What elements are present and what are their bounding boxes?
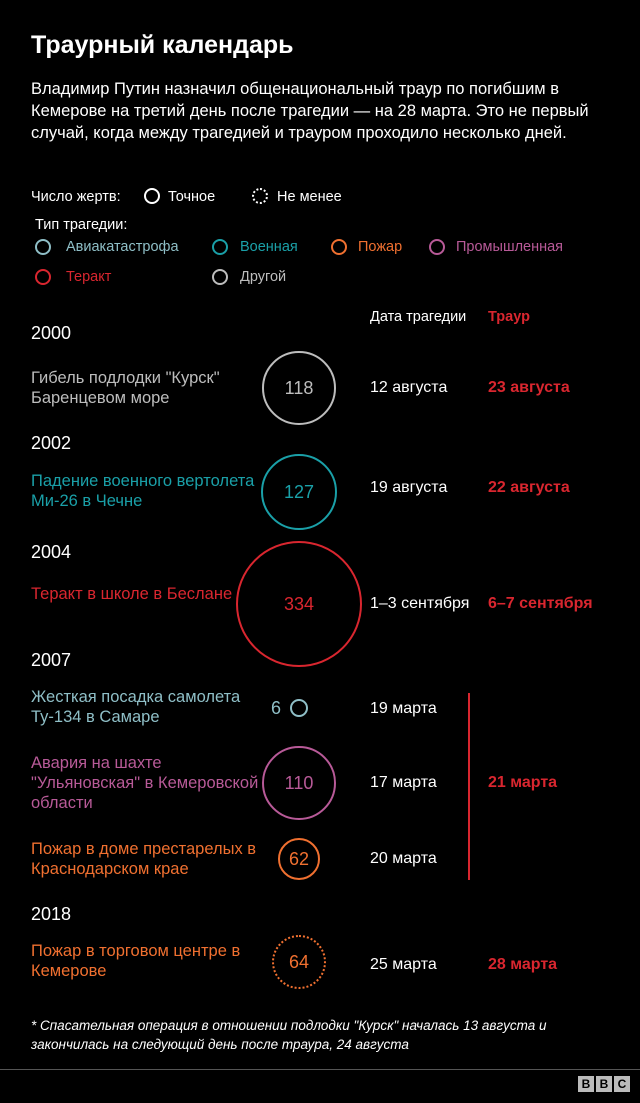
exact-count-circle-icon bbox=[144, 188, 160, 204]
victims-circle: 118 bbox=[262, 351, 336, 425]
bbc-logo-letter: B bbox=[596, 1076, 612, 1092]
legend-industrial: Промышленная bbox=[456, 239, 564, 255]
event-mourning: 28 марта bbox=[488, 956, 558, 973]
event-date: 17 марта bbox=[370, 774, 437, 791]
event-date: 1–3 сентября bbox=[370, 595, 470, 612]
victims-circle: 110 bbox=[262, 746, 336, 820]
legend-at-least: Не менее bbox=[277, 189, 342, 205]
legend-terror: Теракт bbox=[66, 269, 112, 285]
event-name: Теракт в школе в Беслане bbox=[31, 585, 233, 603]
legend-military: Военная bbox=[240, 239, 298, 255]
divider bbox=[0, 1069, 640, 1070]
aviation-circle-icon bbox=[35, 239, 51, 255]
event-name: Пожар в доме престарелых в Краснодарском крае bbox=[31, 840, 257, 878]
event-name: Авария на шахте "Ульяновская" в Кемеровской области bbox=[31, 754, 259, 812]
victims-circle bbox=[290, 699, 308, 717]
page-title: Траурный календарь bbox=[31, 31, 294, 59]
terror-circle-icon bbox=[35, 269, 51, 285]
event-mourning: 21 марта bbox=[488, 774, 558, 791]
at-least-circle-icon bbox=[252, 188, 268, 204]
event-name: Жесткая посадка самолета Ту-134 в Самаре bbox=[31, 688, 241, 726]
event-date: 25 марта bbox=[370, 956, 437, 973]
year-label: 2007 bbox=[31, 650, 72, 670]
legend-other: Другой bbox=[240, 269, 287, 285]
event-date: 20 марта bbox=[370, 850, 437, 867]
year-label: 2004 bbox=[31, 542, 72, 562]
event-date: 19 марта bbox=[370, 700, 437, 717]
event-date: 12 августа bbox=[370, 379, 448, 396]
victims-circle: 334 bbox=[236, 541, 362, 667]
legend-exact: Точное bbox=[168, 189, 216, 205]
fire-circle-icon bbox=[331, 239, 347, 255]
year-label: 2018 bbox=[31, 904, 72, 924]
event-name: Пожар в торговом центре в Кемерове bbox=[31, 942, 241, 980]
other-circle-icon bbox=[212, 269, 228, 285]
victims-count: 6 bbox=[271, 698, 282, 718]
bbc-logo-letter: B bbox=[578, 1076, 594, 1092]
legend-aviation: Авиакатастрофа bbox=[66, 239, 179, 255]
event-mourning: 22 августа bbox=[488, 479, 570, 496]
victims-circle: 127 bbox=[261, 454, 337, 530]
event-mourning: 6–7 сентября bbox=[488, 595, 593, 612]
event-mourning: 23 августа bbox=[488, 379, 570, 396]
column-date-header: Дата трагедии bbox=[370, 309, 467, 325]
year-label: 2002 bbox=[31, 433, 72, 453]
industrial-circle-icon bbox=[429, 239, 445, 255]
bbc-logo-letter: C bbox=[614, 1076, 630, 1092]
year-label: 2000 bbox=[31, 323, 72, 343]
footnote: * Спасательная операция в отношении подлодки "Курск" началась 13 августа и закончилась на следующий день после траура, 24 августа bbox=[31, 1018, 547, 1052]
column-mourning-header: Траур bbox=[488, 309, 530, 325]
mourning-bracket-line bbox=[468, 693, 470, 880]
bbc-logo bbox=[578, 1076, 630, 1092]
military-circle-icon bbox=[212, 239, 228, 255]
victims-circle: 64 bbox=[272, 935, 326, 989]
event-name: Падение военного вертолета Ми-26 в Чечне bbox=[31, 472, 255, 510]
legend-fire: Пожар bbox=[358, 239, 403, 255]
legend-victims-label: Число жертв: bbox=[31, 189, 121, 205]
victims-circle: 62 bbox=[278, 838, 320, 880]
event-date: 19 августа bbox=[370, 479, 448, 496]
legend-type-label: Тип трагедии: bbox=[35, 217, 128, 233]
event-name: Гибель подлодки "Курск" Баренцевом море bbox=[31, 369, 220, 407]
intro-text: Владимир Путин назначил общенациональный траур по погибшим в Кемерове на третий день после трагедии — на 28 марта. Это не первый случай, когда между трагедией и трауром проходило несколько дней. bbox=[31, 80, 589, 142]
